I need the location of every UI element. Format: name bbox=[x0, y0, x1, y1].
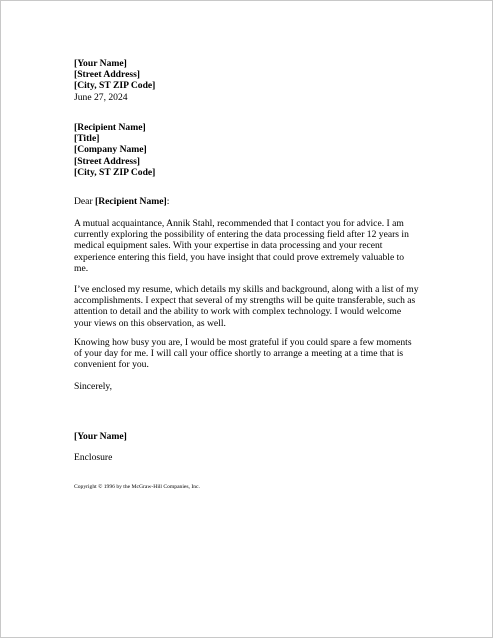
salutation-suffix: : bbox=[166, 196, 170, 207]
paragraph-line: Knowing how busy you are, I would be most grateful if you could spare a few moments bbox=[74, 337, 412, 348]
paragraph-line: of your day for me. I will call your office shortly to arrange a meeting at a time that is bbox=[74, 348, 404, 360]
paragraph-line: attention to detail and the ability to work with complex technology. I would welcome bbox=[74, 306, 402, 318]
paragraph-line: I’ve enclosed my resume, which details my skills and background, along with a list of my bbox=[74, 284, 419, 295]
paragraph-line: currently exploring the possibility of entering the data processing field after 12 years in bbox=[74, 229, 409, 241]
closing-text: Sincerely, bbox=[74, 381, 113, 392]
enclosure-note bbox=[74, 452, 434, 463]
salutation-name: [Recipient Name] bbox=[95, 196, 167, 207]
body-paragraph-2 bbox=[74, 284, 434, 329]
recipient-city: [City, ST ZIP Code] bbox=[74, 166, 156, 178]
paragraph-line: experience entering this field, you have insight that could prove extremely valuable to bbox=[74, 251, 405, 263]
sender-block bbox=[74, 58, 434, 103]
recipient-street: [Street Address] bbox=[74, 155, 140, 167]
paragraph-line: convenient for you. bbox=[74, 359, 149, 371]
letter-date: June 27, 2024 bbox=[74, 91, 128, 103]
signature-name: [Your Name] bbox=[74, 431, 127, 442]
closing bbox=[74, 381, 434, 392]
copyright-text: Copyright © 1996 by the McGraw-Hill Companies, Inc. bbox=[74, 484, 200, 490]
sender-street: [Street Address] bbox=[74, 69, 140, 81]
signature-block bbox=[74, 431, 434, 442]
recipient-company: [Company Name] bbox=[74, 144, 147, 156]
paragraph-line: medical equipment sales. With your expertise in data processing and your recent bbox=[74, 240, 383, 252]
paragraph-line: A mutual acquaintance, Annik Stahl, recommended that I contact you for advice. I am bbox=[74, 218, 404, 229]
paragraph-line: me. bbox=[74, 262, 89, 274]
recipient-block bbox=[74, 122, 434, 178]
paragraph-line: accomplishments. I expect that several of my strengths will be quite transferable, such as bbox=[74, 295, 416, 307]
sender-city: [City, ST ZIP Code] bbox=[74, 80, 156, 92]
body-paragraph-3 bbox=[74, 337, 434, 371]
copyright-notice bbox=[74, 484, 434, 491]
paragraph-line: your views on this observation, as well. bbox=[74, 317, 226, 329]
body-paragraph-1 bbox=[74, 218, 434, 274]
sender-name: [Your Name] bbox=[74, 58, 127, 69]
salutation bbox=[74, 196, 434, 207]
enclosure-text: Enclosure bbox=[74, 452, 113, 463]
recipient-name: [Recipient Name] bbox=[74, 122, 146, 133]
recipient-title: [Title] bbox=[74, 133, 100, 145]
salutation-prefix: Dear bbox=[74, 196, 96, 207]
